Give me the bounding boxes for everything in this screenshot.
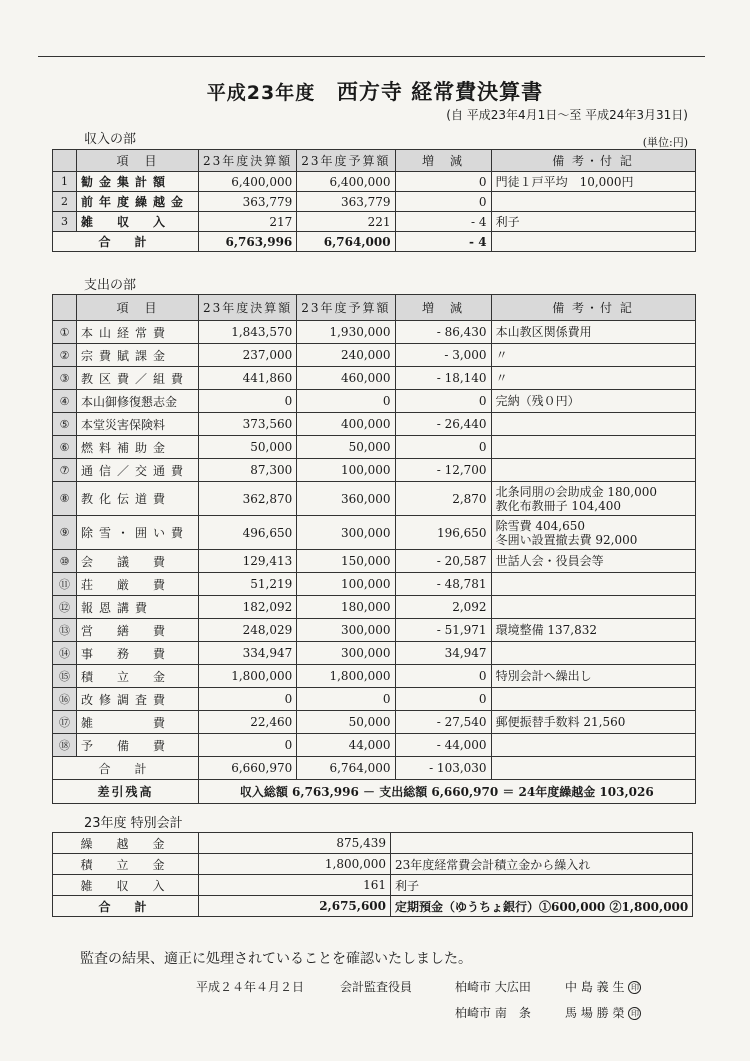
table-row xyxy=(53,665,696,688)
actual-amount: 1,800,000 xyxy=(199,665,297,688)
budget-amount: 44,000 xyxy=(297,734,395,757)
row-number: ⑭ xyxy=(53,642,77,665)
difference: - 20,587 xyxy=(395,550,491,573)
total-remarks xyxy=(491,232,695,252)
item-name: 宗費賦課金 xyxy=(77,344,199,367)
audit-role: 会計監査役員 xyxy=(340,980,413,994)
remarks: 除雪費 404,650 冬囲い設置撤去費 92,000 xyxy=(491,516,695,550)
item-name: 荘 厳 費 xyxy=(77,573,199,596)
item-name: 通信／交通費 xyxy=(77,459,199,482)
item-name: 雑 収 入 xyxy=(53,875,199,896)
budget-amount: 363,779 xyxy=(297,192,395,212)
difference: 196,650 xyxy=(395,516,491,550)
table-row xyxy=(53,344,696,367)
actual-amount: 6,400,000 xyxy=(199,172,297,192)
actual-amount: 496,650 xyxy=(199,516,297,550)
total-row xyxy=(53,896,693,917)
balance-text: 収入総額 6,763,996 － 支出総額 6,660,970 ＝ 24年度繰越金 103,026 xyxy=(199,780,696,804)
budget-amount: 150,000 xyxy=(297,550,395,573)
amount: 161 xyxy=(199,875,391,896)
row-number: ⑥ xyxy=(53,436,77,459)
item-name: 予 備 費 xyxy=(77,734,199,757)
budget-amount: 100,000 xyxy=(297,573,395,596)
remarks xyxy=(491,436,695,459)
total-actual: 6,660,970 xyxy=(199,757,297,780)
difference: - 27,540 xyxy=(395,711,491,734)
column-header xyxy=(53,150,77,172)
actual-amount: 51,219 xyxy=(199,573,297,596)
table-row xyxy=(53,482,696,516)
row-number: ⑬ xyxy=(53,619,77,642)
expense-table xyxy=(52,294,696,804)
row-number: 2 xyxy=(53,192,77,212)
balance-row xyxy=(53,780,696,804)
column-header: 増 減 xyxy=(395,295,491,321)
actual-amount: 129,413 xyxy=(199,550,297,573)
row-number: ⑨ xyxy=(53,516,77,550)
remarks xyxy=(491,688,695,711)
row-number: 1 xyxy=(53,172,77,192)
row-number: 3 xyxy=(53,212,77,232)
actual-amount: 441,860 xyxy=(199,367,297,390)
table-row xyxy=(53,711,696,734)
difference: - 51,971 xyxy=(395,619,491,642)
actual-amount: 248,029 xyxy=(199,619,297,642)
table-row xyxy=(53,854,693,875)
total-difference: - 4 xyxy=(395,232,491,252)
remarks: 本山教区関係費用 xyxy=(491,321,695,344)
actual-amount: 1,843,570 xyxy=(199,321,297,344)
budget-amount: 221 xyxy=(297,212,395,232)
difference: 0 xyxy=(395,436,491,459)
remarks: 利子 xyxy=(391,875,693,896)
row-number: ⑰ xyxy=(53,711,77,734)
difference: 0 xyxy=(395,688,491,711)
table-row xyxy=(53,550,696,573)
item-name: 営 繕 費 xyxy=(77,619,199,642)
actual-amount: 0 xyxy=(199,688,297,711)
amount: 875,439 xyxy=(199,833,391,854)
budget-amount: 180,000 xyxy=(297,596,395,619)
table-row xyxy=(53,212,696,232)
difference: - 26,440 xyxy=(395,413,491,436)
top-rule xyxy=(38,56,705,57)
row-number: ① xyxy=(53,321,77,344)
total-row xyxy=(53,757,696,780)
budget-amount: 1,930,000 xyxy=(297,321,395,344)
column-header: 増 減 xyxy=(395,150,491,172)
row-number: ⑪ xyxy=(53,573,77,596)
table-header-row xyxy=(53,150,696,172)
column-header: 備 考・付 記 xyxy=(491,150,695,172)
table-row xyxy=(53,172,696,192)
remarks xyxy=(491,573,695,596)
table-row xyxy=(53,516,696,550)
expense-section-title: 支出の部 xyxy=(84,278,137,293)
item-name: 前年度繰越金 xyxy=(77,192,199,212)
remarks: 〃 xyxy=(491,367,695,390)
row-number: ③ xyxy=(53,367,77,390)
row-number: ⑯ xyxy=(53,688,77,711)
difference: - 4 xyxy=(395,212,491,232)
item-name: 積 立 金 xyxy=(53,854,199,875)
table-row xyxy=(53,833,693,854)
difference: 0 xyxy=(395,390,491,413)
row-number: ⑧ xyxy=(53,482,77,516)
table-row xyxy=(53,390,696,413)
budget-amount: 0 xyxy=(297,688,395,711)
total-label: 合 計 xyxy=(53,757,199,780)
remarks xyxy=(491,413,695,436)
budget-amount: 300,000 xyxy=(297,642,395,665)
audit-date: 平成２４年４月２日 xyxy=(196,980,305,994)
amount: 1,800,000 xyxy=(199,854,391,875)
remarks: 環境整備 137,832 xyxy=(491,619,695,642)
budget-amount: 360,000 xyxy=(297,482,395,516)
row-number: ⑦ xyxy=(53,459,77,482)
remarks: 世話人会・役員会等 xyxy=(491,550,695,573)
table-row xyxy=(53,321,696,344)
seal-stamp-icon: 印 xyxy=(628,1007,641,1020)
row-number: ⑫ xyxy=(53,596,77,619)
actual-amount: 50,000 xyxy=(199,436,297,459)
total-label: 合 計 xyxy=(53,896,199,917)
column-header xyxy=(53,295,77,321)
table-row xyxy=(53,413,696,436)
difference: 0 xyxy=(395,172,491,192)
difference: 34,947 xyxy=(395,642,491,665)
actual-amount: 237,000 xyxy=(199,344,297,367)
table-row xyxy=(53,688,696,711)
remarks: 23年度経常費会計積立金から繰入れ xyxy=(391,854,693,875)
remarks xyxy=(491,642,695,665)
item-name: 本山御修復懇志金 xyxy=(77,390,199,413)
table-row xyxy=(53,619,696,642)
column-header: 項 目 xyxy=(77,150,199,172)
actual-amount: 362,870 xyxy=(199,482,297,516)
unit-label: (単位:円) xyxy=(642,136,688,149)
actual-amount: 22,460 xyxy=(199,711,297,734)
budget-amount: 400,000 xyxy=(297,413,395,436)
item-name: 繰 越 金 xyxy=(53,833,199,854)
item-name: 本堂災害保険料 xyxy=(77,413,199,436)
column-header: 備 考・付 記 xyxy=(491,295,695,321)
item-name: 除雪・囲い費 xyxy=(77,516,199,550)
remarks: 〃 xyxy=(491,344,695,367)
item-name: 雑 収 入 xyxy=(77,212,199,232)
audit-confirmation: 監査の結果、適正に処理されていることを確認いたしました。 xyxy=(80,951,472,967)
item-name: 燃料補助金 xyxy=(77,436,199,459)
actual-amount: 217 xyxy=(199,212,297,232)
budget-amount: 300,000 xyxy=(297,516,395,550)
table-row xyxy=(53,459,696,482)
auditor-2-name: 馬 場 勝 榮 印 xyxy=(565,1004,641,1021)
remarks: 利子 xyxy=(491,212,695,232)
row-number: ⑮ xyxy=(53,665,77,688)
budget-amount: 240,000 xyxy=(297,344,395,367)
total-remarks: 定期預金（ゆうちょ銀行）①600,000 ②1,800,000 xyxy=(391,896,693,917)
auditor-1-place: 柏崎市 大広田 xyxy=(455,980,531,994)
actual-amount: 363,779 xyxy=(199,192,297,212)
income-table xyxy=(52,149,696,252)
row-number: ② xyxy=(53,344,77,367)
auditor-2-place: 柏崎市 南 条 xyxy=(455,1006,531,1020)
actual-amount: 373,560 xyxy=(199,413,297,436)
difference: 2,092 xyxy=(395,596,491,619)
table-row xyxy=(53,573,696,596)
difference: 2,870 xyxy=(395,482,491,516)
total-difference: - 103,030 xyxy=(395,757,491,780)
item-name: 改修調査費 xyxy=(77,688,199,711)
difference: - 48,781 xyxy=(395,573,491,596)
page-title xyxy=(0,76,750,106)
column-header: 23年度予算額 xyxy=(297,295,395,321)
table-row xyxy=(53,596,696,619)
auditor-1-name: 中 島 義 生 印 xyxy=(565,978,641,995)
title-main: 西方寺 経常費決算書 xyxy=(336,80,544,104)
table-row xyxy=(53,192,696,212)
item-name: 本山経常費 xyxy=(77,321,199,344)
actual-amount: 334,947 xyxy=(199,642,297,665)
special-table xyxy=(52,832,693,917)
row-number: ⑱ xyxy=(53,734,77,757)
difference: - 3,000 xyxy=(395,344,491,367)
item-name: 報恩講費 xyxy=(77,596,199,619)
item-name: 勧金集計額 xyxy=(77,172,199,192)
remarks xyxy=(491,459,695,482)
total-budget: 6,764,000 xyxy=(297,232,395,252)
actual-amount: 0 xyxy=(199,390,297,413)
budget-amount: 6,400,000 xyxy=(297,172,395,192)
column-header: 項 目 xyxy=(77,295,199,321)
budget-amount: 0 xyxy=(297,390,395,413)
remarks xyxy=(491,734,695,757)
difference: - 86,430 xyxy=(395,321,491,344)
table-row xyxy=(53,642,696,665)
total-budget: 6,764,000 xyxy=(297,757,395,780)
table-row xyxy=(53,734,696,757)
remarks: 郵便振替手数料 21,560 xyxy=(491,711,695,734)
item-name: 雑 費 xyxy=(77,711,199,734)
seal-stamp-icon: 印 xyxy=(628,981,641,994)
table-row xyxy=(53,436,696,459)
row-number: ⑤ xyxy=(53,413,77,436)
column-header: 23年度決算額 xyxy=(199,150,297,172)
remarks: 門徒１戸平均 10,000円 xyxy=(491,172,695,192)
actual-amount: 182,092 xyxy=(199,596,297,619)
table-row xyxy=(53,367,696,390)
actual-amount: 87,300 xyxy=(199,459,297,482)
budget-amount: 100,000 xyxy=(297,459,395,482)
total-row xyxy=(53,232,696,252)
remarks xyxy=(491,596,695,619)
column-header: 23年度予算額 xyxy=(297,150,395,172)
item-name: 会 議 費 xyxy=(77,550,199,573)
item-name: 教化伝道費 xyxy=(77,482,199,516)
difference: - 44,000 xyxy=(395,734,491,757)
row-number: ⑩ xyxy=(53,550,77,573)
table-row xyxy=(53,875,693,896)
difference: - 12,700 xyxy=(395,459,491,482)
actual-amount: 0 xyxy=(199,734,297,757)
remarks xyxy=(391,833,693,854)
balance-label: 差引残高 xyxy=(53,780,199,804)
difference: - 18,140 xyxy=(395,367,491,390)
remarks: 北条同朋の会助成金 180,000 教化布教冊子 104,400 xyxy=(491,482,695,516)
total-remarks xyxy=(491,757,695,780)
title-year: 平成23年度 xyxy=(206,82,316,104)
item-name: 教区費／組費 xyxy=(77,367,199,390)
remarks: 特別会計へ繰出し xyxy=(491,665,695,688)
difference: 0 xyxy=(395,665,491,688)
difference: 0 xyxy=(395,192,491,212)
fiscal-period: (自 平成23年4月1日～至 平成24年3月31日) xyxy=(446,108,688,122)
income-section-title: 収入の部 xyxy=(84,132,137,147)
budget-amount: 50,000 xyxy=(297,711,395,734)
budget-amount: 1,800,000 xyxy=(297,665,395,688)
total-label: 合 計 xyxy=(53,232,199,252)
total-actual: 6,763,996 xyxy=(199,232,297,252)
total-amount: 2,675,600 xyxy=(199,896,391,917)
special-section-title: 23年度 特別会計 xyxy=(84,816,183,831)
column-header: 23年度決算額 xyxy=(199,295,297,321)
remarks: 完納（残０円） xyxy=(491,390,695,413)
item-name: 積 立 金 xyxy=(77,665,199,688)
budget-amount: 460,000 xyxy=(297,367,395,390)
item-name: 事 務 費 xyxy=(77,642,199,665)
budget-amount: 50,000 xyxy=(297,436,395,459)
table-header-row xyxy=(53,295,696,321)
remarks xyxy=(491,192,695,212)
budget-amount: 300,000 xyxy=(297,619,395,642)
row-number: ④ xyxy=(53,390,77,413)
